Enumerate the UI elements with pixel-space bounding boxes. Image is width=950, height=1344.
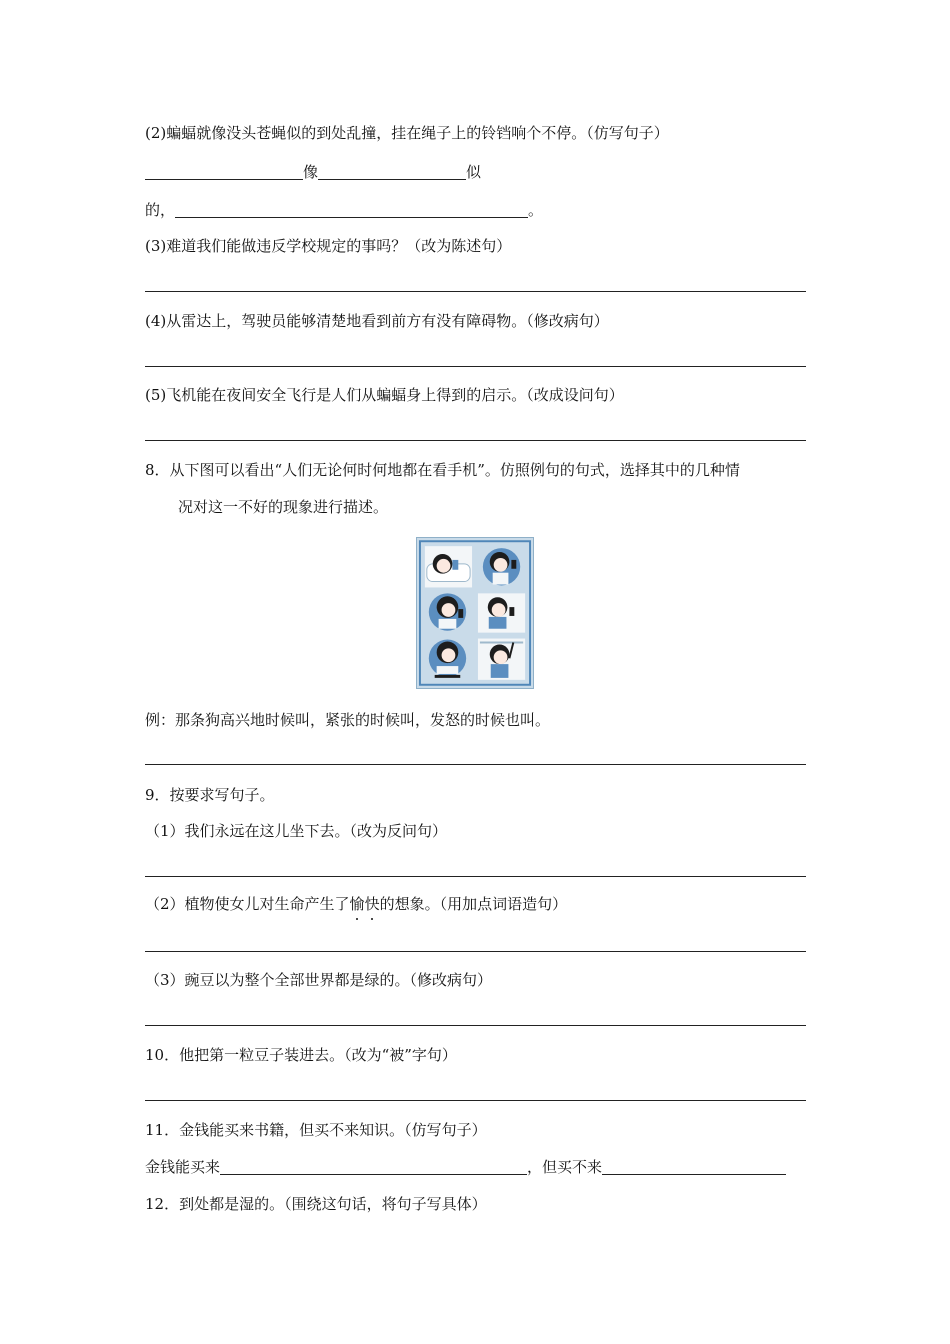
q9-1-answer-line[interactable]	[145, 876, 806, 877]
q7-2-blank-2[interactable]	[318, 163, 466, 180]
q10-prompt: 10．他把第一粒豆子装进去。（改为“被”字句）	[145, 1046, 457, 1064]
q11-prompt: 11．金钱能买来书籍，但买不来知识。（仿写句子）	[145, 1121, 487, 1139]
q8-example: 例：那条狗高兴地时候叫，紧张的时候叫，发怒的时候也叫。	[145, 711, 551, 729]
q7-2-word-end: 。	[528, 201, 544, 219]
q7-2-prompt: (2)蝙蝠就像没头苍蝇似的到处乱撞，挂在绳子上的铃铛响个不停。（仿写句子）	[145, 124, 669, 142]
q7-2-word-si: 似	[466, 163, 482, 181]
q7-3-prompt: (3)难道我们能做违反学校规定的事吗？（改为陈述句）	[145, 237, 512, 255]
q8-prompt-line-1: 8．从下图可以看出“人们无论何时何地都在看手机”。仿照例句的句式，选择其中的几种情	[145, 461, 740, 479]
q9-3-prompt: （3）豌豆以为整个全部世界都是绿的。（修改病句）	[145, 971, 493, 989]
q9-2-prompt	[145, 894, 567, 914]
q11-blank-1[interactable]	[220, 1158, 527, 1175]
panel-bed	[425, 546, 472, 587]
phone-usage-illustration	[416, 537, 534, 689]
q7-2-blank-3[interactable]	[175, 201, 528, 218]
q8-answer-line[interactable]	[145, 764, 806, 765]
q9-1-prompt: （1）我们永远在这儿坐下去。（改为反问句）	[145, 822, 448, 840]
q8-prompt-line-2: 况对这一不好的现象进行描述。	[178, 498, 389, 516]
q7-4-prompt: (4)从雷达上，驾驶员能够清楚地看到前方有没有障碍物。（修改病句）	[145, 312, 609, 330]
q11-word-2: ，但买不来	[527, 1158, 603, 1176]
q9-3-answer-line[interactable]	[145, 1025, 806, 1026]
q11-fill-line	[145, 1157, 786, 1177]
panel-subway	[478, 639, 525, 680]
q7-2-fill-line-1	[145, 162, 481, 182]
q10-answer-line[interactable]	[145, 1100, 806, 1101]
q7-5-prompt: (5)飞机能在夜间安全飞行是人们从蝙蝠身上得到的启示。（改成设问句）	[145, 386, 624, 404]
q9-2-text-pre: （2）植物使女儿对生命产生了	[145, 895, 350, 913]
panel-eating	[478, 593, 525, 632]
q7-3-answer-line[interactable]	[145, 291, 806, 292]
q11-blank-2[interactable]	[602, 1158, 786, 1175]
q7-5-answer-line[interactable]	[145, 440, 806, 441]
q7-2-word-de: 的，	[145, 201, 176, 219]
q12-prompt: 12．到处都是湿的。（围绕这句话，将句子写具体）	[145, 1195, 487, 1213]
q9-2-text-post: 的想象。（用加点词语造句）	[379, 895, 568, 913]
q7-2-word-xiang: 像	[303, 163, 319, 181]
panel-dressing	[483, 548, 520, 585]
q7-4-answer-line[interactable]	[145, 366, 806, 367]
panel-washing	[429, 593, 466, 630]
q9-title: 9．按要求写句子。	[145, 786, 275, 804]
dotted-char-kuai: 快	[364, 895, 380, 913]
dotted-char-yu: 愉	[349, 895, 365, 913]
q9-2-answer-line[interactable]	[145, 951, 806, 952]
q7-2-fill-line-2	[145, 200, 543, 220]
q7-2-blank-1[interactable]	[145, 163, 303, 180]
panel-desk	[429, 640, 466, 678]
q11-word-1: 金钱能买来	[145, 1158, 221, 1176]
